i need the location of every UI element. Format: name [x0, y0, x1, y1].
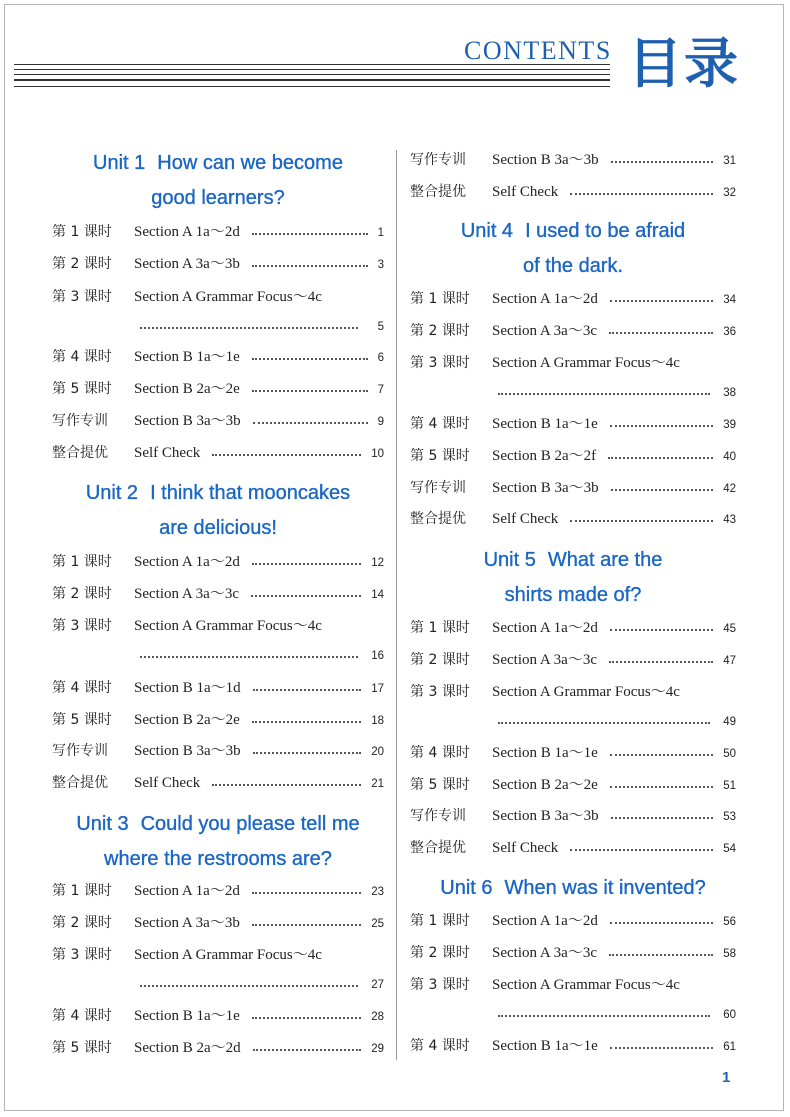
lesson-label: 写作专训 — [52, 743, 108, 759]
unit-title-continued: are delicious! — [159, 517, 277, 539]
dot-leader — [252, 233, 368, 235]
page-ref: 50 — [723, 748, 736, 760]
toc-entry[interactable] — [410, 351, 736, 407]
toc-entry[interactable] — [52, 708, 384, 732]
section-title: Section B 1a～1e — [492, 745, 598, 761]
toc-entry[interactable] — [52, 220, 384, 244]
page-ref: 31 — [723, 155, 736, 167]
toc-entry[interactable] — [410, 973, 736, 1029]
page-ref: 3 — [377, 259, 384, 271]
toc-entry[interactable] — [410, 836, 736, 860]
lesson-label: 第 2 课时 — [52, 256, 112, 272]
unit-title-continued: of the dark. — [522, 255, 624, 277]
dot-leader — [252, 563, 361, 565]
dot-leader — [609, 954, 713, 956]
toc-entry[interactable] — [410, 616, 736, 640]
toc-entry[interactable] — [52, 676, 384, 700]
page-ref: 39 — [723, 419, 736, 431]
toc-entry[interactable] — [52, 1004, 384, 1028]
toc-entry[interactable] — [410, 741, 736, 765]
dot-leader — [498, 393, 710, 395]
page-ref: 27 — [371, 979, 384, 991]
unit-heading — [410, 214, 736, 284]
unit-number: Unit 2 — [85, 482, 139, 504]
dot-leader — [611, 161, 713, 163]
unit-number: Unit 1 — [93, 152, 146, 174]
toc-entry[interactable] — [410, 180, 736, 204]
page-ref: 6 — [377, 352, 384, 364]
section-title: Section A 3a～3b — [134, 915, 240, 931]
lesson-label: 第 3 课时 — [52, 289, 112, 305]
dot-leader — [610, 754, 713, 756]
lesson-label: 整合提优 — [410, 840, 466, 856]
unit-number: Unit 3 — [76, 813, 129, 835]
toc-entry[interactable] — [52, 911, 384, 935]
section-title: Section B 1a～1e — [492, 416, 598, 432]
page-ref: 14 — [371, 589, 384, 601]
section-title: Section B 1a～1e — [492, 1038, 598, 1054]
page-ref: 49 — [723, 716, 736, 728]
dot-leader — [610, 629, 713, 631]
section-title: Section A 3a～3c — [492, 323, 597, 339]
lesson-label: 第 1 课时 — [52, 883, 112, 899]
unit-number: Unit 5 — [483, 549, 536, 571]
dot-leader — [253, 1049, 361, 1051]
section-title: Section A Grammar Focus～4c — [492, 977, 680, 993]
section-title: Section B 1a～1d — [134, 680, 241, 696]
header-rules — [14, 64, 610, 92]
dot-leader — [610, 786, 713, 788]
page-ref: 43 — [723, 514, 736, 526]
dot-leader — [252, 924, 361, 926]
dot-leader — [498, 722, 710, 724]
lesson-label: 第 4 课时 — [52, 680, 112, 696]
lesson-label: 第 5 课时 — [410, 777, 470, 793]
dot-leader — [610, 922, 713, 924]
section-title: Section B 2a～2d — [134, 1040, 241, 1056]
page-ref: 16 — [371, 650, 384, 662]
lesson-label: 第 3 课时 — [52, 618, 112, 634]
toc-entry[interactable] — [52, 285, 384, 341]
page-ref: 38 — [723, 387, 736, 399]
page-ref: 21 — [371, 778, 384, 790]
page-ref: 45 — [723, 623, 736, 635]
toc-entry[interactable] — [52, 441, 384, 465]
toc-entry[interactable] — [52, 345, 384, 369]
lesson-label: 第 2 课时 — [410, 945, 470, 961]
page-ref: 25 — [371, 918, 384, 930]
section-title: Section B 2a～2e — [492, 777, 598, 793]
toc-entry[interactable] — [52, 879, 384, 903]
lesson-label: 第 1 课时 — [410, 620, 470, 636]
page-ref: 12 — [371, 557, 384, 569]
dot-leader — [608, 457, 713, 459]
lesson-label: 第 2 课时 — [410, 323, 470, 339]
dot-leader — [252, 390, 368, 392]
section-title: Section A 3a～3b — [134, 256, 240, 272]
page-number: 1 — [722, 1069, 731, 1086]
page-ref: 54 — [723, 843, 736, 855]
dot-leader — [252, 892, 361, 894]
page-ref: 47 — [723, 655, 736, 667]
section-title: Section A 1a～2d — [134, 554, 240, 570]
page-ref: 7 — [377, 384, 384, 396]
dot-leader — [252, 721, 361, 723]
contents-label: CONTENTS — [464, 36, 612, 65]
page-ref: 23 — [371, 886, 384, 898]
section-title: Section B 2a～2e — [134, 381, 240, 397]
lesson-label: 整合提优 — [52, 445, 108, 461]
section-title: Self Check — [492, 840, 559, 856]
lesson-label: 写作专训 — [410, 808, 466, 824]
unit-heading — [52, 146, 384, 216]
toc-entry[interactable] — [410, 941, 736, 965]
toc-entry[interactable] — [410, 319, 736, 343]
section-title: Section A 1a～2d — [134, 883, 240, 899]
page-ref: 1 — [377, 227, 384, 239]
toc-entry[interactable] — [410, 648, 736, 672]
page-ref: 32 — [723, 187, 736, 199]
section-title: Section B 3a～3b — [492, 152, 599, 168]
unit-heading-line — [410, 543, 736, 578]
dot-leader — [252, 1017, 361, 1019]
section-title: Self Check — [492, 184, 559, 200]
section-title: Self Check — [134, 775, 201, 791]
section-title: Section B 3a～3b — [134, 413, 241, 429]
page-ref: 10 — [371, 448, 384, 460]
lesson-label: 第 1 课时 — [410, 913, 470, 929]
dot-leader — [611, 489, 713, 491]
page-ref: 61 — [723, 1041, 736, 1053]
section-title: Section B 3a～3b — [492, 808, 599, 824]
section-title: Section B 3a～3b — [134, 743, 241, 759]
section-title: Section B 3a～3b — [492, 480, 599, 496]
dot-leader — [611, 817, 713, 819]
page-ref: 34 — [723, 294, 736, 306]
lesson-label: 第 4 课时 — [52, 349, 112, 365]
dot-leader — [610, 425, 713, 427]
dot-leader — [610, 1047, 713, 1049]
unit-heading-line — [410, 871, 736, 906]
section-title: Section A 3a～3c — [492, 652, 597, 668]
section-title: Section A Grammar Focus～4c — [492, 684, 680, 700]
section-title: Section A 1a～2d — [492, 620, 598, 636]
dot-leader — [212, 454, 361, 456]
section-title: Section A 1a～2d — [492, 913, 598, 929]
dot-leader — [610, 300, 713, 302]
lesson-label: 整合提优 — [410, 511, 466, 527]
toc-entry[interactable] — [52, 409, 384, 433]
unit-title-continued: good learners? — [151, 187, 285, 209]
lesson-label: 第 4 课时 — [52, 1008, 112, 1024]
section-title: Self Check — [134, 445, 201, 461]
page-ref: 20 — [371, 746, 384, 758]
toc-entry[interactable] — [52, 614, 384, 670]
unit-heading — [52, 807, 384, 877]
page-ref: 17 — [371, 683, 384, 695]
page-ref: 42 — [723, 483, 736, 495]
toc-entry[interactable] — [410, 476, 736, 500]
toc-entry[interactable] — [410, 1034, 736, 1058]
page-ref: 53 — [723, 811, 736, 823]
toc-entry[interactable] — [410, 507, 736, 531]
dot-leader — [252, 358, 368, 360]
lesson-label: 第 1 课时 — [52, 554, 112, 570]
unit-heading — [410, 543, 736, 613]
page-ref: 60 — [723, 1009, 736, 1021]
lesson-label: 第 4 课时 — [410, 416, 470, 432]
toc-entry[interactable] — [52, 943, 384, 999]
section-title: Section B 1a～1e — [134, 349, 240, 365]
unit-number: Unit 4 — [460, 220, 514, 242]
section-title: Section B 2a～2f — [492, 448, 597, 464]
page-ref: 9 — [377, 416, 384, 428]
lesson-label: 第 3 课时 — [410, 977, 470, 993]
unit-heading-line — [52, 807, 384, 842]
toc-entry[interactable] — [52, 550, 384, 574]
dot-leader — [140, 985, 358, 987]
lesson-label: 第 5 课时 — [52, 1040, 112, 1056]
lesson-label: 写作专训 — [410, 480, 466, 496]
unit-title-continued: shirts made of? — [504, 584, 642, 606]
page-ref: 5 — [377, 321, 384, 333]
section-title: Section A 3a～3c — [492, 945, 597, 961]
lesson-label: 第 3 课时 — [410, 684, 470, 700]
dot-leader — [251, 595, 361, 597]
page-ref: 28 — [371, 1011, 384, 1023]
unit-heading-line — [52, 146, 384, 181]
toc-entry[interactable] — [410, 909, 736, 933]
section-title: Section A 1a～2d — [134, 224, 240, 240]
chinese-title: 目录 — [628, 32, 740, 95]
section-title: Section A Grammar Focus～4c — [134, 618, 322, 634]
unit-heading-line — [410, 214, 736, 249]
unit-title: Could you please tell me — [140, 813, 360, 835]
lesson-label: 第 4 课时 — [410, 1038, 470, 1054]
lesson-label: 第 1 课时 — [410, 291, 470, 307]
lesson-label: 第 5 课时 — [52, 381, 112, 397]
dot-leader — [253, 752, 361, 754]
column-divider — [396, 150, 397, 1060]
dot-leader — [570, 849, 713, 851]
dot-leader — [498, 1015, 710, 1017]
lesson-label: 第 4 课时 — [410, 745, 470, 761]
page-ref: 36 — [723, 326, 736, 338]
lesson-label: 整合提优 — [410, 184, 466, 200]
unit-heading — [410, 871, 736, 906]
page-ref: 58 — [723, 948, 736, 960]
toc-entry[interactable] — [410, 804, 736, 828]
unit-title: How can we become — [157, 152, 343, 174]
dot-leader — [140, 656, 358, 658]
toc-entry[interactable] — [52, 1036, 384, 1060]
lesson-label: 写作专训 — [52, 413, 108, 429]
toc-entry[interactable] — [410, 148, 736, 172]
page-ref: 40 — [723, 451, 736, 463]
toc-entry[interactable] — [410, 680, 736, 736]
dot-leader — [609, 661, 713, 663]
section-title: Section A Grammar Focus～4c — [134, 947, 322, 963]
unit-heading — [52, 476, 384, 546]
dot-leader — [140, 327, 358, 329]
lesson-label: 第 3 课时 — [52, 947, 112, 963]
page-ref: 56 — [723, 916, 736, 928]
lesson-label: 第 2 课时 — [410, 652, 470, 668]
lesson-label: 第 5 课时 — [410, 448, 470, 464]
section-title: Section A 1a～2d — [492, 291, 598, 307]
section-title: Section A 3a～3c — [134, 586, 239, 602]
page-ref: 29 — [371, 1043, 384, 1055]
page-ref: 18 — [371, 715, 384, 727]
dot-leader — [570, 193, 713, 195]
lesson-label: 第 2 课时 — [52, 915, 112, 931]
toc-entry[interactable] — [52, 377, 384, 401]
section-title: Self Check — [492, 511, 559, 527]
toc-entry[interactable] — [52, 252, 384, 276]
toc-entry[interactable] — [410, 287, 736, 311]
dot-leader — [252, 265, 368, 267]
lesson-label: 第 5 课时 — [52, 712, 112, 728]
toc-entry[interactable] — [410, 412, 736, 436]
lesson-label: 第 2 课时 — [52, 586, 112, 602]
unit-title: When was it invented? — [504, 877, 706, 899]
lesson-label: 第 1 课时 — [52, 224, 112, 240]
section-title: Section A Grammar Focus～4c — [134, 289, 322, 305]
dot-leader — [253, 422, 368, 424]
section-title: Section B 2a～2e — [134, 712, 240, 728]
dot-leader — [212, 784, 361, 786]
dot-leader — [570, 520, 713, 522]
lesson-label: 写作专训 — [410, 152, 466, 168]
dot-leader — [253, 689, 361, 691]
toc-entry[interactable] — [52, 771, 384, 795]
page-ref: 51 — [723, 780, 736, 792]
lesson-label: 第 3 课时 — [410, 355, 470, 371]
unit-number: Unit 6 — [440, 877, 493, 899]
dot-leader — [609, 332, 713, 334]
toc-entry[interactable] — [52, 739, 384, 763]
unit-title: What are the — [547, 549, 663, 571]
unit-title: I think that mooncakes — [150, 482, 351, 504]
toc-entry[interactable] — [410, 773, 736, 797]
toc-entry[interactable] — [52, 582, 384, 606]
toc-entry[interactable] — [410, 444, 736, 468]
unit-title: I used to be afraid — [525, 220, 686, 242]
unit-heading-line — [52, 476, 384, 511]
unit-title-continued: where the restrooms are? — [104, 848, 332, 870]
section-title: Section A Grammar Focus～4c — [492, 355, 680, 371]
lesson-label: 整合提优 — [52, 775, 108, 791]
section-title: Section B 1a～1e — [134, 1008, 240, 1024]
